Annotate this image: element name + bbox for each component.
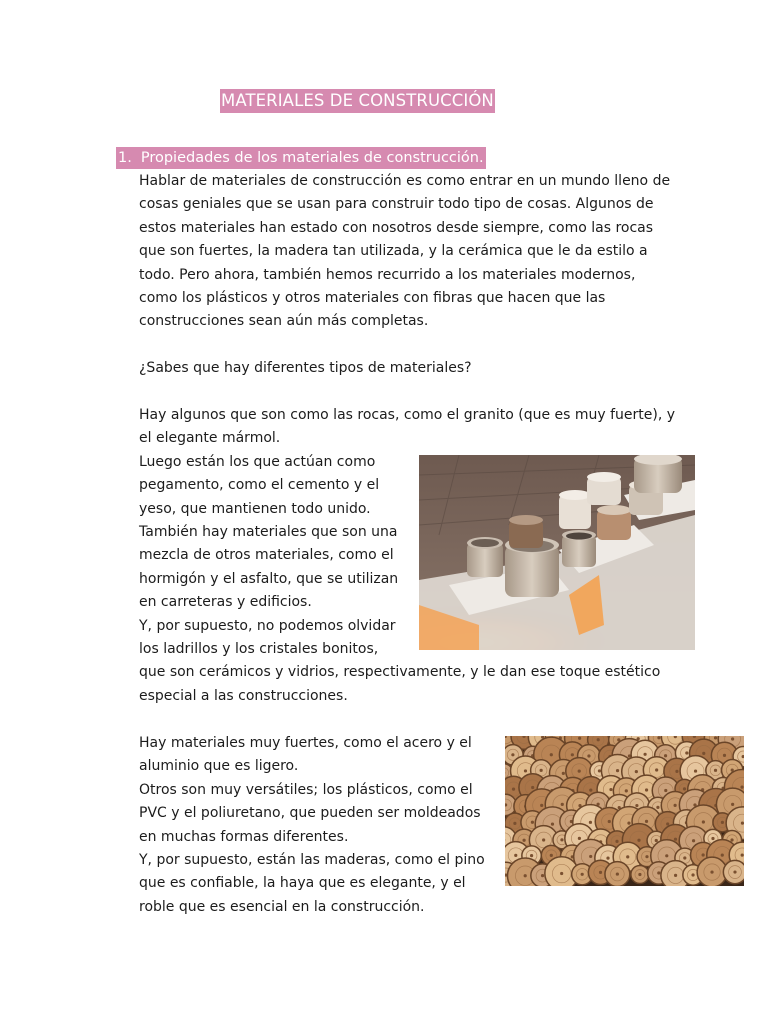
document-title: MATERIALES DE CONSTRUCCIÓN <box>220 89 495 113</box>
paragraph-line: PVC y el poliuretano, que pueden ser moldeados <box>139 805 481 822</box>
question-paragraph <box>139 357 472 380</box>
paragraph-line: que es confiable, la haya que es elegante, y el <box>139 875 466 892</box>
section-heading <box>116 147 486 169</box>
section-heading-text: Propiedades de los materiales de construcción. <box>140 150 484 166</box>
paragraph-line: aluminio que es ligero. <box>139 758 299 775</box>
paragraph-line: Luego están los que actúan como <box>139 453 376 470</box>
paragraph-line: los ladrillos y los cristales bonitos, <box>139 640 379 657</box>
paragraph-line: estos materiales han estado con nosotros desde siempre, como las rocas <box>139 219 654 236</box>
paragraph-line: ¿Sabes que hay diferentes tipos de materiales? <box>139 360 472 376</box>
ceramics-kiln-photo <box>419 455 695 650</box>
section-number: 1. <box>118 150 132 166</box>
paragraph-line: Hablar de materiales de construcción es como entrar en un mundo lleno de <box>139 173 671 189</box>
paragraph-line: como los plásticos y otros materiales con fibras que hacen que las <box>139 289 606 306</box>
intro-paragraph <box>139 170 670 334</box>
paragraph-line: construcciones sean aún más completas. <box>139 313 429 330</box>
paragraph-line: hormigón y el asfalto, que se utilizan <box>139 570 399 587</box>
paragraph-line: que son fuertes, la madera tan utilizada, y la cerámica que le da estilo a <box>139 243 648 260</box>
paragraph-line: Y, por supuesto, están las maderas, como el pino <box>139 851 485 868</box>
paragraph-line: especial a las construcciones. <box>139 687 348 704</box>
paragraph-line: cosas geniales que se usan para construir todo tipo de cosas. Algunos de <box>139 196 654 213</box>
materials-paragraph <box>139 732 485 919</box>
paragraph-line: que son cerámicos y vidrios, respectivamente, y le dan ese toque estético <box>139 664 661 681</box>
paragraph-line: pegamento, como el cemento y el <box>139 477 380 494</box>
wood-logs-photo <box>505 736 744 886</box>
paragraph-line: Y, por supuesto, no podemos olvidar <box>139 617 396 634</box>
paragraph-line: en carreteras y edificios. <box>139 594 312 611</box>
paragraph-line: mezcla de otros materiales, como el <box>139 547 394 564</box>
paragraph-line: También hay materiales que son una <box>139 523 398 540</box>
paragraph-line: el elegante mármol. <box>139 430 281 447</box>
paragraph-line: Otros son muy versátiles; los plásticos, como el <box>139 781 473 798</box>
paragraph-line: Hay materiales muy fuertes, como el acero y el <box>139 735 472 751</box>
paragraph-line: Hay algunos que son como las rocas, como el granito (que es muy fuerte), y <box>139 407 676 423</box>
paragraph-line: yeso, que mantienen todo unido. <box>139 500 371 517</box>
paragraph-line: todo. Pero ahora, también hemos recurrido a los materiales modernos, <box>139 266 636 283</box>
paragraph-line: en muchas formas diferentes. <box>139 828 349 845</box>
paragraph-line: roble que es esencial en la construcción. <box>139 898 425 915</box>
